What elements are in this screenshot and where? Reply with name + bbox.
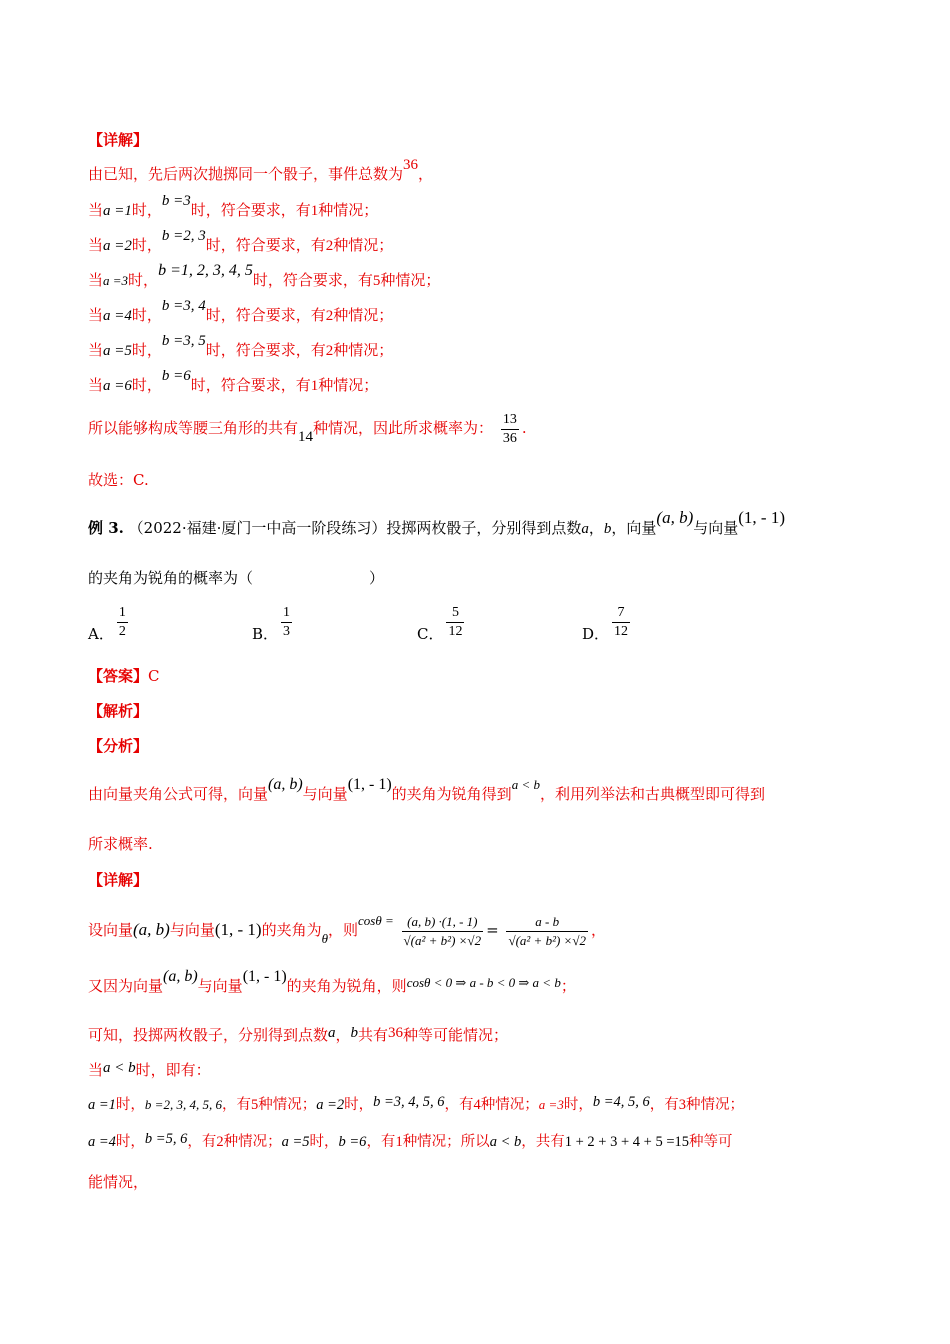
detail-line-7: 能情况，: [88, 1173, 149, 1191]
fenxi-line-2: 所求概率.: [88, 835, 153, 853]
fenxi-heading: 【分析】: [88, 737, 149, 755]
example3-question-line-1: 例 3. （2022·福建·厦门一中高一阶段练习）投掷两枚骰子，分别得到点数a，b，向量(a, b)与向量(1, - 1): [88, 508, 785, 537]
detail-line-1: 设向量(a, b)与向量(1, - 1)的夹角为θ，则cosθ = $\frac{(a, b) \cdot(1, - 1)}{\text{√(a² + b²) ×√2}}$ = $\frac{a - b}{\text{√(a² + b²) ×√2}}$ ，: [88, 913, 606, 948]
sol1-line-5: 当a =4时，b =3, 4时，符合要求，有2种情况；: [88, 298, 394, 324]
detail-line-4: 当a < b时，即有：: [88, 1060, 211, 1079]
option-c[interactable]: C． $\frac{5}{12}$: [417, 605, 463, 643]
analysis-heading: 【解析】: [88, 702, 149, 720]
cos-fraction-2: $\frac{a - b}{\text{√(a² + b²) ×√2}}$: [508, 913, 586, 948]
sol1-line-8: 所以能够构成等腰三角形的共有14种情况，因此所求概率为： $\frac{13}{36}$ .: [88, 411, 527, 446]
sol1-line-1: 由已知，先后两次抛掷同一个骰子，事件总数为36，: [88, 157, 434, 183]
sol1-line-6: 当a =5时，b =3, 5时，符合要求，有2种情况；: [88, 333, 394, 359]
sol1-line-3: 当a =2时，b =2, 3时，符合要求，有2种情况；: [88, 228, 394, 254]
detail-heading-2: 【详解】: [88, 871, 149, 889]
detail-line-3: 可知，投掷两枚骰子，分别得到点数a，b共有36种等可能情况；: [88, 1025, 509, 1044]
option-a[interactable]: A． $\frac{1}{2}$: [88, 605, 126, 643]
fenxi-line-1: 由向量夹角公式可得，向量(a, b)与向量(1, - 1)的夹角为锐角得到a < b，利用列举法和古典概型即可得到: [88, 776, 765, 803]
detail-line-2: 又因为向量(a, b)与向量(1, - 1)的夹角为锐角，则cosθ < 0 ⇒ a - b < 0 ⇒ a < b；: [88, 968, 576, 995]
sol1-line-2: 当a =1时，b =3时，符合要求，有1种情况；: [88, 193, 379, 219]
probability-fraction: $\frac{13}{36}$: [502, 411, 517, 446]
sol1-line-4: 当a =3时，b =1, 2, 3, 4, 5时，符合要求，有5种情况；: [88, 262, 441, 289]
detail-line-5: a =1时，b =2, 3, 4, 5, 6，有5种情况；a =2时，b =3, 4, 5, 6，有4种情况；a =3时，b =4, 5, 6，有3种情况；: [88, 1094, 744, 1113]
detail-heading-1: 【详解】: [88, 131, 149, 149]
example3-options: [88, 604, 868, 648]
option-d[interactable]: D． $\frac{7}{12}$: [582, 605, 629, 643]
detail-line-6: a =4时，b =5, 6，有2种情况；a =5时，b =6，有1种情况；所以a < b，共有1 + 2 + 3 + 4 + 5 =15种等可: [88, 1131, 733, 1150]
example3-question-line-2: 的夹角为锐角的概率为（ ）: [88, 569, 385, 587]
sol1-answer: 故选：C.: [88, 471, 149, 489]
sol1-line-7: 当a =6时，b =6时，符合要求，有1种情况；: [88, 368, 379, 394]
cos-fraction-1: $\frac{(a, b) \cdot(1, - 1)}{\text{√(a² + b²) ×√2}}$: [403, 913, 482, 948]
option-b[interactable]: B． $\frac{1}{3}$: [252, 605, 291, 643]
answer-line: 【答案】C: [88, 667, 160, 685]
